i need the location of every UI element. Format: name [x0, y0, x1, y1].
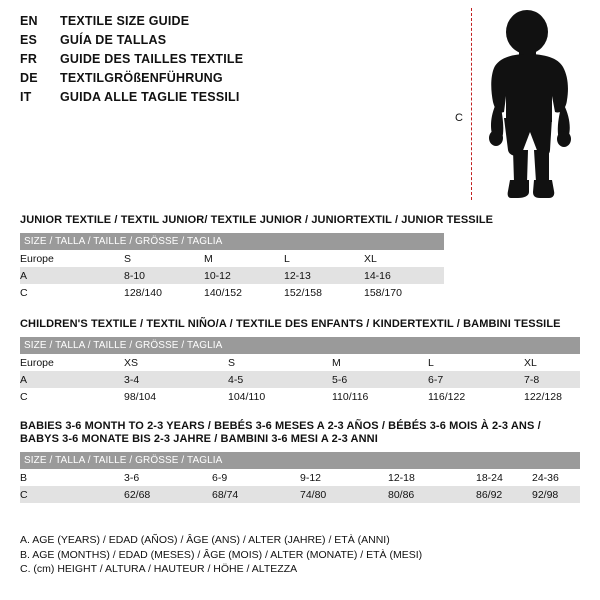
header-language-block	[20, 14, 440, 109]
row-label: C	[20, 284, 124, 301]
table-row	[20, 388, 580, 405]
cell: S	[228, 354, 332, 371]
table-row	[20, 267, 444, 284]
header-title-de: TEXTILGRÖßENFÜHRUNG	[60, 71, 223, 85]
row-label: Europe	[20, 354, 124, 371]
language-code-fr: FR	[20, 52, 38, 66]
section-junior-title: JUNIOR TEXTILE / TEXTIL JUNIOR/ TEXTILE JUNIOR / JUNIORTEXTIL / JUNIOR TESSILE	[20, 214, 494, 226]
cell: 74/80	[300, 486, 388, 503]
section-junior-table	[20, 233, 444, 301]
cell: 158/170	[364, 284, 444, 301]
cell: 10-12	[204, 267, 284, 284]
cell: 116/122	[428, 388, 524, 405]
cell: 152/158	[284, 284, 364, 301]
header-title-fr: GUIDE DES TAILLES TEXTILE	[60, 52, 244, 66]
height-measure-figure	[440, 8, 590, 200]
cell: 92/98	[532, 486, 580, 503]
cell: 14-16	[364, 267, 444, 284]
section-babies	[20, 420, 580, 503]
header-row	[20, 90, 440, 109]
row-label: Europe	[20, 250, 124, 267]
cell: 5-6	[332, 371, 428, 388]
cell: 3-4	[124, 371, 228, 388]
cell: 104/110	[228, 388, 332, 405]
cell: M	[332, 354, 428, 371]
section-babies-title-line1: BABIES 3-6 MONTH TO 2-3 YEARS / BEBÉS 3-6 MESES A 2-3 AÑOS / BÉBÉS 3-6 MOIS À 2-3 ANS /	[20, 420, 541, 432]
header-row	[20, 33, 440, 52]
table-row	[20, 354, 580, 371]
table-header-row	[20, 337, 580, 354]
row-label: A	[20, 371, 124, 388]
height-dashed-line	[471, 8, 472, 200]
size-header-label: SIZE / TALLA / TAILLE / GRÖSSE / TAGLIA	[20, 452, 580, 469]
table-row	[20, 371, 580, 388]
cell: 80/86	[388, 486, 476, 503]
language-code-en: EN	[20, 14, 38, 28]
row-label: A	[20, 267, 124, 284]
cell: 3-6	[124, 469, 212, 486]
section-children-title: CHILDREN'S TEXTILE / TEXTIL NIÑO/A / TEXTILE DES ENFANTS / KINDERTEXTIL / BAMBINI TESSILE	[20, 318, 561, 330]
cell: 4-5	[228, 371, 332, 388]
table-header-row	[20, 233, 444, 250]
language-code-it: IT	[20, 90, 32, 104]
language-code-de: DE	[20, 71, 38, 85]
cell: 140/152	[204, 284, 284, 301]
section-children-table	[20, 337, 580, 405]
table-row	[20, 469, 580, 486]
header-title-en: TEXTILE SIZE GUIDE	[60, 14, 190, 28]
header-row	[20, 14, 440, 33]
cell: 6-7	[428, 371, 524, 388]
footnote-c: C. (cm) HEIGHT / ALTURA / HAUTEUR / HÖHE / ALTEZZA	[20, 563, 298, 575]
cell: 62/68	[124, 486, 212, 503]
table-header-row	[20, 452, 580, 469]
cell: 9-12	[300, 469, 388, 486]
cell: 7-8	[524, 371, 580, 388]
cell: 24-36	[532, 469, 580, 486]
table-row	[20, 284, 444, 301]
cell: 86/92	[476, 486, 532, 503]
cell: 12-18	[388, 469, 476, 486]
footnotes	[20, 533, 580, 577]
size-header-label: SIZE / TALLA / TAILLE / GRÖSSE / TAGLIA	[20, 233, 444, 250]
cell: L	[428, 354, 524, 371]
cell: M	[204, 250, 284, 267]
footnote-a: A. AGE (YEARS) / EDAD (AÑOS) / ÂGE (ANS) / ALTER (JAHRE) / ETÀ (ANNI)	[20, 534, 390, 546]
cell: 122/128	[524, 388, 580, 405]
cell: 98/104	[124, 388, 228, 405]
header-title-it: GUIDA ALLE TAGLIE TESSILI	[60, 90, 240, 104]
row-label: C	[20, 388, 124, 405]
section-babies-title-line2: BABYS 3-6 MONATE BIS 2-3 JAHRE / BAMBINI 3-6 MESI A 2-3 ANNI	[20, 433, 378, 445]
row-label: C	[20, 486, 124, 503]
cell: S	[124, 250, 204, 267]
cell: 110/116	[332, 388, 428, 405]
table-row	[20, 486, 580, 503]
size-header-label: SIZE / TALLA / TAILLE / GRÖSSE / TAGLIA	[20, 337, 580, 354]
section-babies-table	[20, 452, 580, 503]
cell: 12-13	[284, 267, 364, 284]
cell: XL	[524, 354, 580, 371]
language-code-es: ES	[20, 33, 38, 47]
row-label: B	[20, 469, 124, 486]
section-children	[20, 318, 580, 405]
footnote-b: B. AGE (MONTHS) / EDAD (MESES) / ÂGE (MOIS) / ALTER (MONATE) / ETÀ (MESI)	[20, 548, 423, 561]
header-title-es: GUÍA DE TALLAS	[60, 33, 167, 47]
header-row	[20, 71, 440, 90]
cell: 8-10	[124, 267, 204, 284]
cell: 18-24	[476, 469, 532, 486]
cell: L	[284, 250, 364, 267]
header-row	[20, 52, 440, 71]
height-marker-label: C	[455, 112, 463, 124]
cell: 128/140	[124, 284, 204, 301]
table-row	[20, 250, 444, 267]
cell: 68/74	[212, 486, 300, 503]
section-junior	[20, 214, 580, 301]
cell: XS	[124, 354, 228, 371]
child-silhouette-icon	[480, 10, 590, 200]
cell: 6-9	[212, 469, 300, 486]
cell: XL	[364, 250, 444, 267]
